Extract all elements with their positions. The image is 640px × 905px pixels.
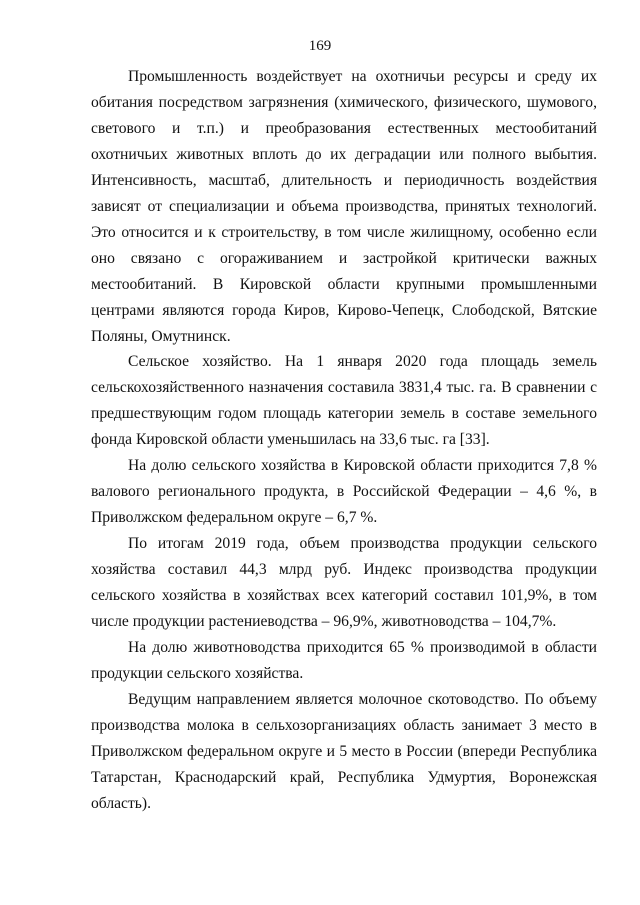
page-number: 169 [308, 38, 332, 54]
paragraph-production-2019: По итогам 2019 года, объем производства продукции сельского хозяйства составил 44,3 млрд руб. Индекс производства продукции сельского хозяйства в хозяйствах всех категорий составил 101,9%, в том числе продукции растениеводства – 96,9%, животноводства – 104,7%. [91, 535, 597, 631]
paragraph-agriculture-share: На долю сельского хозяйства в Кировской области приходится 7,8 % валового регионального продукта, в Российской Федерации – 4,6 %, в Приволжском федеральном округе – 6,7 %. [91, 457, 597, 527]
paragraph-agriculture-land: Сельское хозяйство. На 1 января 2020 года площадь земель сельскохозяйственного назначения составила 3831,4 тыс. га. В сравнении с предшествующим годом площадь категории земель в составе земельного фонда Кировской области уменьшилась на 33,6 тыс. га [33]. [91, 353, 597, 449]
body-text [91, 64, 597, 817]
paragraph-industry: Промышленность воздействует на охотничьи ресурсы и среду их обитания посредством загрязнения (химического, физического, шумового, светового и т.п.) и преобразования естественных местообитаний охотничьих животных вплоть до их деградации или полного выбытия. Интенсивность, масштаб, длительность и периодичность воздействия зависят от специализации и объема производства, принятых технологий. Это относится и к строительству, в том числе жилищному, особенно если оно связано с огораживанием и застройкой критически важных местообитаний. В Кировской области крупными промышленными центрами являются города Киров, Кирово-Чепецк, Слободской, Вятские Поляны, Омутнинск. [91, 68, 597, 345]
paragraph-livestock-share: На долю животноводства приходится 65 % производимой в области продукции сельского хозяйства. [91, 638, 597, 682]
paragraph-dairy: Ведущим направлением является молочное скотоводство. По объему производства молока в сельхозорганизациях область занимает 3 место в Приволжском федеральном округе и 5 место в России (впереди Республика Татарстан, Краснодарский край, Республика Удмуртия, Воронежская область). [91, 690, 597, 812]
